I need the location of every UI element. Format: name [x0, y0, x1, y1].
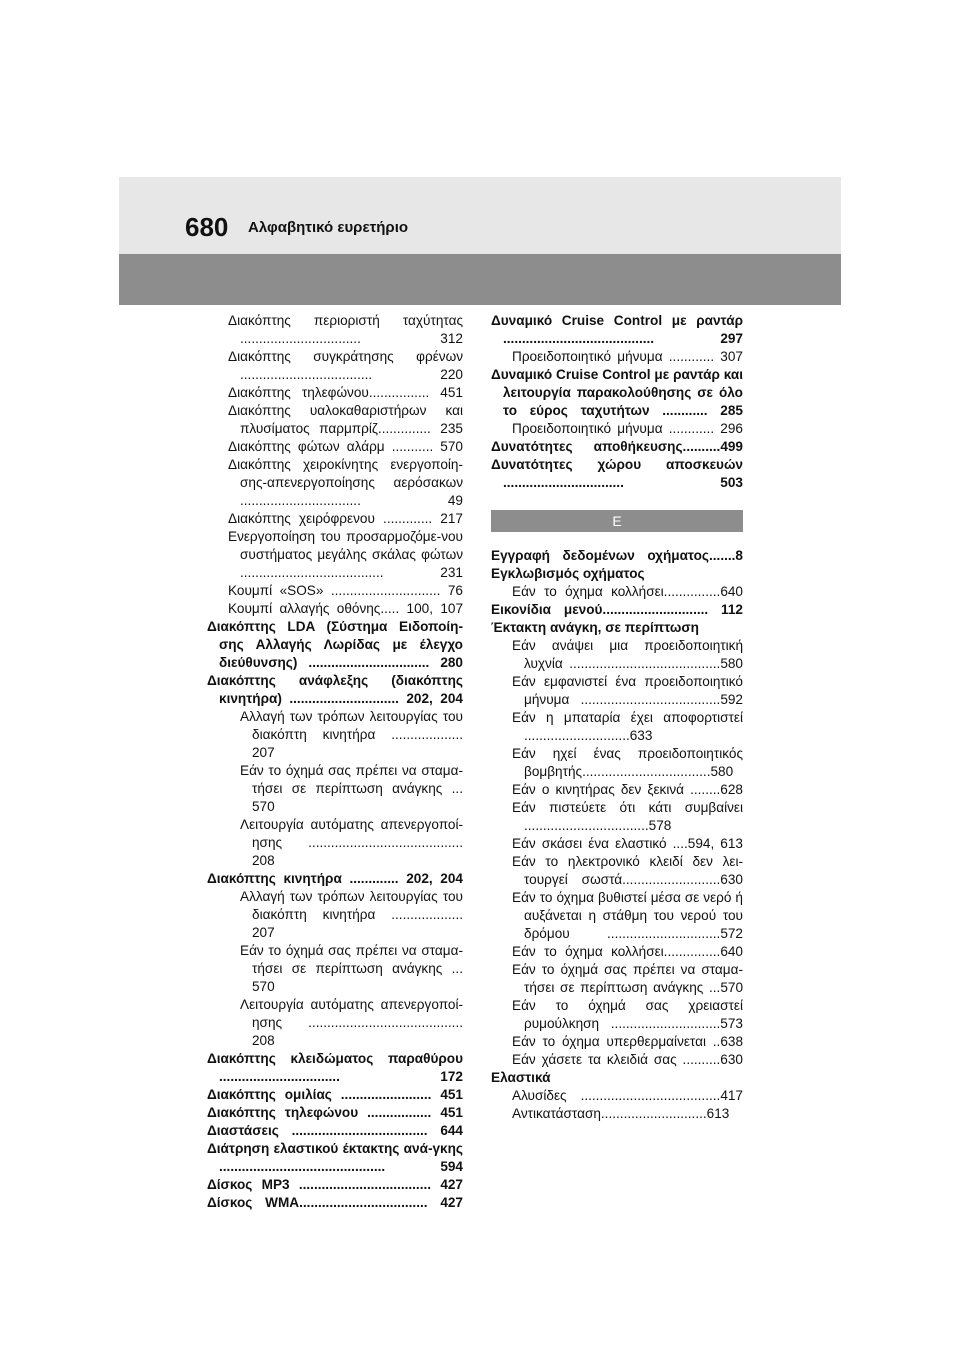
- index-subentry: Εάν το όχημα κολλήσει...............640: [512, 584, 743, 599]
- index-subentry: Εάν το όχημά σας πρέπει να σταμα-τήσει σε περίπτωση ανάγκης ...570: [512, 962, 743, 995]
- index-subentry: Αντικατάσταση............................613: [512, 1106, 730, 1121]
- index-group-top: [491, 312, 743, 492]
- index-subentry: Εάν το ηλεκτρονικό κλειδί δεν λει-τουργεί σωστά..........................630: [512, 854, 743, 887]
- index-entry: Δυνατότητες αποθήκευσης..........499: [491, 439, 743, 454]
- index-subentry: Διακόπτης χειροκίνητης ενεργοποίη-σης-απενεργοποίησης αερόσακων ................................ 49: [228, 457, 463, 508]
- index-subentry: Εάν σκάσει ένα ελαστικό ....594, 613: [512, 836, 743, 851]
- index-entry: Εγγραφή δεδομένων οχήματος.......8: [491, 548, 743, 563]
- index-entry: Διάτρηση ελαστικού έκτακτης ανά-γκης ............................................ 594: [207, 1141, 463, 1174]
- index-subentry: Λειτουργία αυτόματης απενεργοποί-ησης ......................................... 208: [240, 817, 463, 868]
- page-title: Αλφαβητικό ευρετήριο: [248, 219, 409, 236]
- index-entry: Διακόπτης κλειδώματος παραθύρου ................................ 172: [207, 1051, 463, 1084]
- index-subentry: Εάν η μπαταρία έχει αποφορτιστεί ............................633: [512, 710, 743, 743]
- index-subentry: Εάν ανάψει μια προειδοποιητική λυχνία ........................................580: [512, 638, 743, 671]
- header-tab-bar: [119, 254, 841, 305]
- index-entry: Δυνατότητες χώρου αποσκευών ................................ 503: [491, 457, 743, 490]
- index-subentry: Εάν το όχημα κολλήσει...............640: [512, 944, 743, 959]
- index-entry: Διακόπτης τηλεφώνου ................. 451: [207, 1105, 463, 1120]
- index-entry: Δυναμικό Cruise Control με ραντάρ ........................................ 297: [491, 313, 743, 346]
- index-subentry: Διακόπτης φώτων αλάρμ ........... 570: [228, 439, 463, 454]
- index-entry: Διακόπτης κινητήρα ............. 202, 204: [207, 871, 463, 886]
- index-subentry: Εάν το όχημά σας πρέπει να σταμα-τήσει σε περίπτωση ανάγκης ... 570: [240, 763, 463, 814]
- index-entry: Έκτακτη ανάγκη, σε περίπτωση: [491, 620, 699, 635]
- index-entry: Ελαστικά: [491, 1070, 551, 1085]
- index-subentry: Διακόπτης τηλεφώνου................ 451: [228, 385, 463, 400]
- index-subentry: Αλλαγή των τρόπων λειτουργίας του διακόπτη κινητήρα ................... 207: [240, 889, 463, 940]
- index-column-right: [491, 312, 743, 1123]
- index-subentry: Εάν πιστεύετε ότι κάτι συμβαίνει .................................578: [512, 800, 743, 833]
- index-subentry: Κουμπί αλλαγής οθόνης..... 100, 107: [228, 601, 463, 616]
- page-number: 680: [185, 212, 229, 242]
- index-subentry: Προειδοποιητικό μήνυμα ............ 296: [512, 421, 743, 436]
- index-subentry: Διακόπτης υαλοκαθαριστήρων και πλυσίματος παρμπρίζ.............. 235: [228, 403, 463, 436]
- index-subentry: Διακόπτης περιοριστή ταχύτητας ................................ 312: [228, 313, 463, 346]
- index-entry: Δυναμικό Cruise Control με ραντάρ και λειτουργία παρακολούθησης σε όλο το εύρος ταχυτήτων ............ 285: [491, 367, 743, 418]
- section-letter-header: Ε: [491, 510, 743, 532]
- index-subentry: Αλλαγή των τρόπων λειτουργίας του διακόπτη κινητήρα ................... 207: [240, 709, 463, 760]
- index-entry: Δίσκος MP3 ................................... 427: [207, 1177, 463, 1192]
- index-subentry: Εάν ο κινητήρας δεν ξεκινά ........628: [512, 782, 743, 797]
- index-entry: Διαστάσεις .................................... 644: [207, 1123, 463, 1138]
- index-subentry: Αλυσίδες .....................................417: [512, 1088, 743, 1103]
- index-subentry: Διακόπτης χειρόφρενου ............. 217: [228, 511, 463, 526]
- index-entry: Εγκλωβισμός οχήματος: [491, 566, 645, 581]
- index-subentry: Διακόπτης συγκράτησης φρένων ................................... 220: [228, 349, 463, 382]
- index-subentry: Λειτουργία αυτόματης απενεργοποί-ησης ......................................... 208: [240, 997, 463, 1048]
- index-subentry: Ενεργοποίηση του προσαρμοζόμε-νου συστήματος μεγάλης σκάλας φώτων ...................................... 231: [228, 529, 463, 580]
- index-subentry: Εάν το όχημά σας χρειαστεί ρυμούλκηση .............................573: [512, 998, 743, 1031]
- index-subentry: Εάν ηχεί ένας προειδοποιητικός βομβητής..................................580: [512, 746, 743, 779]
- index-subentry: Εάν το όχημα βυθιστεί μέσα σε νερό ή αυξάνεται η στάθμη του νερού του δρόμου ..............................572: [512, 890, 743, 941]
- index-column-left: [207, 312, 463, 1212]
- index-subentry: Εάν το όχημα υπερθερμαίνεται ..638: [512, 1034, 743, 1049]
- index-subentry: Εάν χάσετε τα κλειδιά σας ..........630: [512, 1052, 743, 1067]
- index-subentry: Κουμπί «SOS» ............................. 76: [228, 583, 463, 598]
- index-entry: Διακόπτης ανάφλεξης (διακόπτης κινητήρα) ............................. 202, 204: [207, 673, 463, 706]
- index-subentry: Εάν το όχημά σας πρέπει να σταμα-τήσει σε περίπτωση ανάγκης ... 570: [240, 943, 463, 994]
- index-entry: Διακόπτης LDA (Σύστημα Ειδοποίη-σης Αλλαγής Λωρίδας με έλεγχο διεύθυνσης) ................................ 280: [207, 619, 463, 670]
- index-subentry: Εάν εμφανιστεί ένα προειδοποιητικό μήνυμα .....................................592: [512, 674, 743, 707]
- index-entry: Δίσκος WMA.................................. 427: [207, 1195, 463, 1210]
- index-entry: Διακόπτης ομιλίας ........................ 451: [207, 1087, 463, 1102]
- index-entry: Εικονίδια μενού............................ 112: [491, 602, 743, 617]
- index-group-bottom: [491, 547, 743, 1123]
- index-subentry: Προειδοποιητικό μήνυμα ............ 307: [512, 349, 743, 364]
